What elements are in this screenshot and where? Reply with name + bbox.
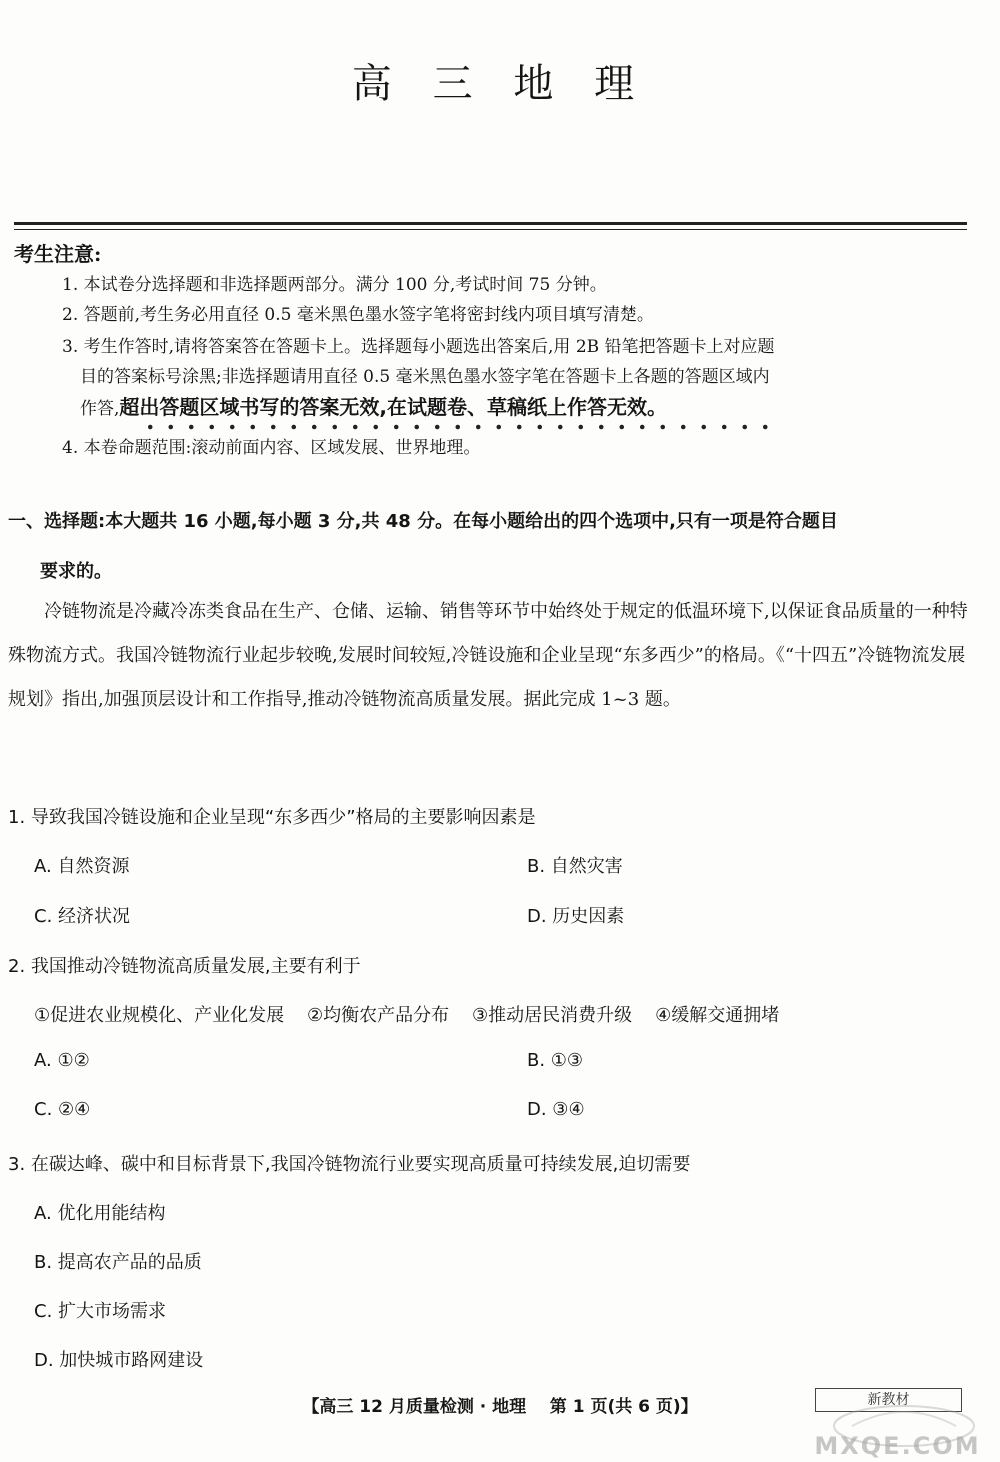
q2-option-c: C. ②④ [34, 1099, 91, 1120]
edition-tag: 新教材 [815, 1388, 962, 1412]
emphasis-dots [140, 423, 780, 431]
notice-item-4: 4. 本卷命题范围:滚动前面内容、区域发展、世界地理。 [62, 438, 481, 458]
q2-statements: ①促进农业规模化、产业化发展 ②均衡农产品分布 ③推动居民消费升级 ④缓解交通拥堵 [34, 1005, 780, 1026]
reading-passage: 冷链物流是冷藏冷冻类食品在生产、仓储、运输、销售等环节中始终处于规定的低温环境下,以保证食品质量的一种特殊物流方式。我国冷链物流行业起步较晚,发展时间较短,冷链设施和企业呈现“东多西少”的格局。《“十四五”冷链物流发展规划》指出,加强顶层设计和工作指导,推动冷链物流高质量发展。据此完成 1~3 题。 [8, 601, 968, 710]
header-divider-thick [14, 222, 967, 225]
header-divider-thin [14, 229, 967, 230]
q3-option-a: A. 优化用能结构 [34, 1203, 166, 1224]
page-title: 高 三 地 理 [351, 61, 649, 107]
notice-item-1: 1. 本试卷分选择题和非选择题两部分。满分 100 分,考试时间 75 分钟。 [62, 275, 607, 295]
q2-option-d: D. ③④ [527, 1099, 585, 1120]
notice-item-2: 2. 答题前,考生务必用直径 0.5 毫米黑色墨水签字笔将密封线内项目填写清楚。 [62, 305, 654, 325]
q1-option-d: D. 历史因素 [527, 906, 625, 927]
q2-option-b: B. ①③ [527, 1050, 584, 1071]
q3-option-c: C. 扩大市场需求 [34, 1301, 167, 1322]
question-1-stem: 1. 导致我国冷链设施和企业呈现“东多西少”格局的主要影响因素是 [8, 807, 536, 828]
q2-option-a: A. ①② [34, 1050, 90, 1071]
notice-item-3-line3 [62, 392, 972, 424]
notice-emphasis: 超出答题区域书写的答案无效,在试题卷、草稿纸上作答无效。 [119, 395, 668, 419]
section-heading [8, 497, 983, 597]
notice-item-3-prefix: 作答, [80, 399, 120, 419]
q1-option-c: C. 经济状况 [34, 906, 131, 927]
q3-option-d: D. 加快城市路网建设 [34, 1350, 204, 1371]
question-2-stem: 2. 我国推动冷链物流高质量发展,主要有利于 [8, 956, 361, 977]
notice-item-3-line1: 3. 考生作答时,请将答案答在答题卡上。选择题每小题选出答案后,用 2B 铅笔把答题卡上对应题 [62, 337, 775, 357]
q1-option-b: B. 自然灾害 [527, 856, 623, 877]
question-3-stem: 3. 在碳达峰、碳中和目标背景下,我国冷链物流行业要实现高质量可持续发展,迫切需要 [8, 1154, 691, 1175]
notice-heading: 考生注意: [14, 242, 102, 266]
notice-item-3-line2: 目的答案标号涂黑;非选择题请用直径 0.5 毫米黑色墨水签字笔在答题卡上各题的答题区域内 [80, 367, 770, 387]
section-heading-line2: 要求的。 [40, 561, 112, 582]
notice-item-3 [62, 332, 972, 424]
q1-option-a: A. 自然资源 [34, 856, 130, 877]
section-heading-line1: 一、选择题:本大题共 16 小题,每小题 3 分,共 48 分。在每小题给出的四个选项中,只有一项是符合题目 [8, 511, 838, 532]
q3-option-b: B. 提高农产品的品质 [34, 1252, 202, 1273]
page-footer: 【高三 12 月质量检测 · 地理 第 1 页(共 6 页)】 [302, 1397, 698, 1417]
watermark-text: MXQE.COM [814, 1432, 981, 1460]
